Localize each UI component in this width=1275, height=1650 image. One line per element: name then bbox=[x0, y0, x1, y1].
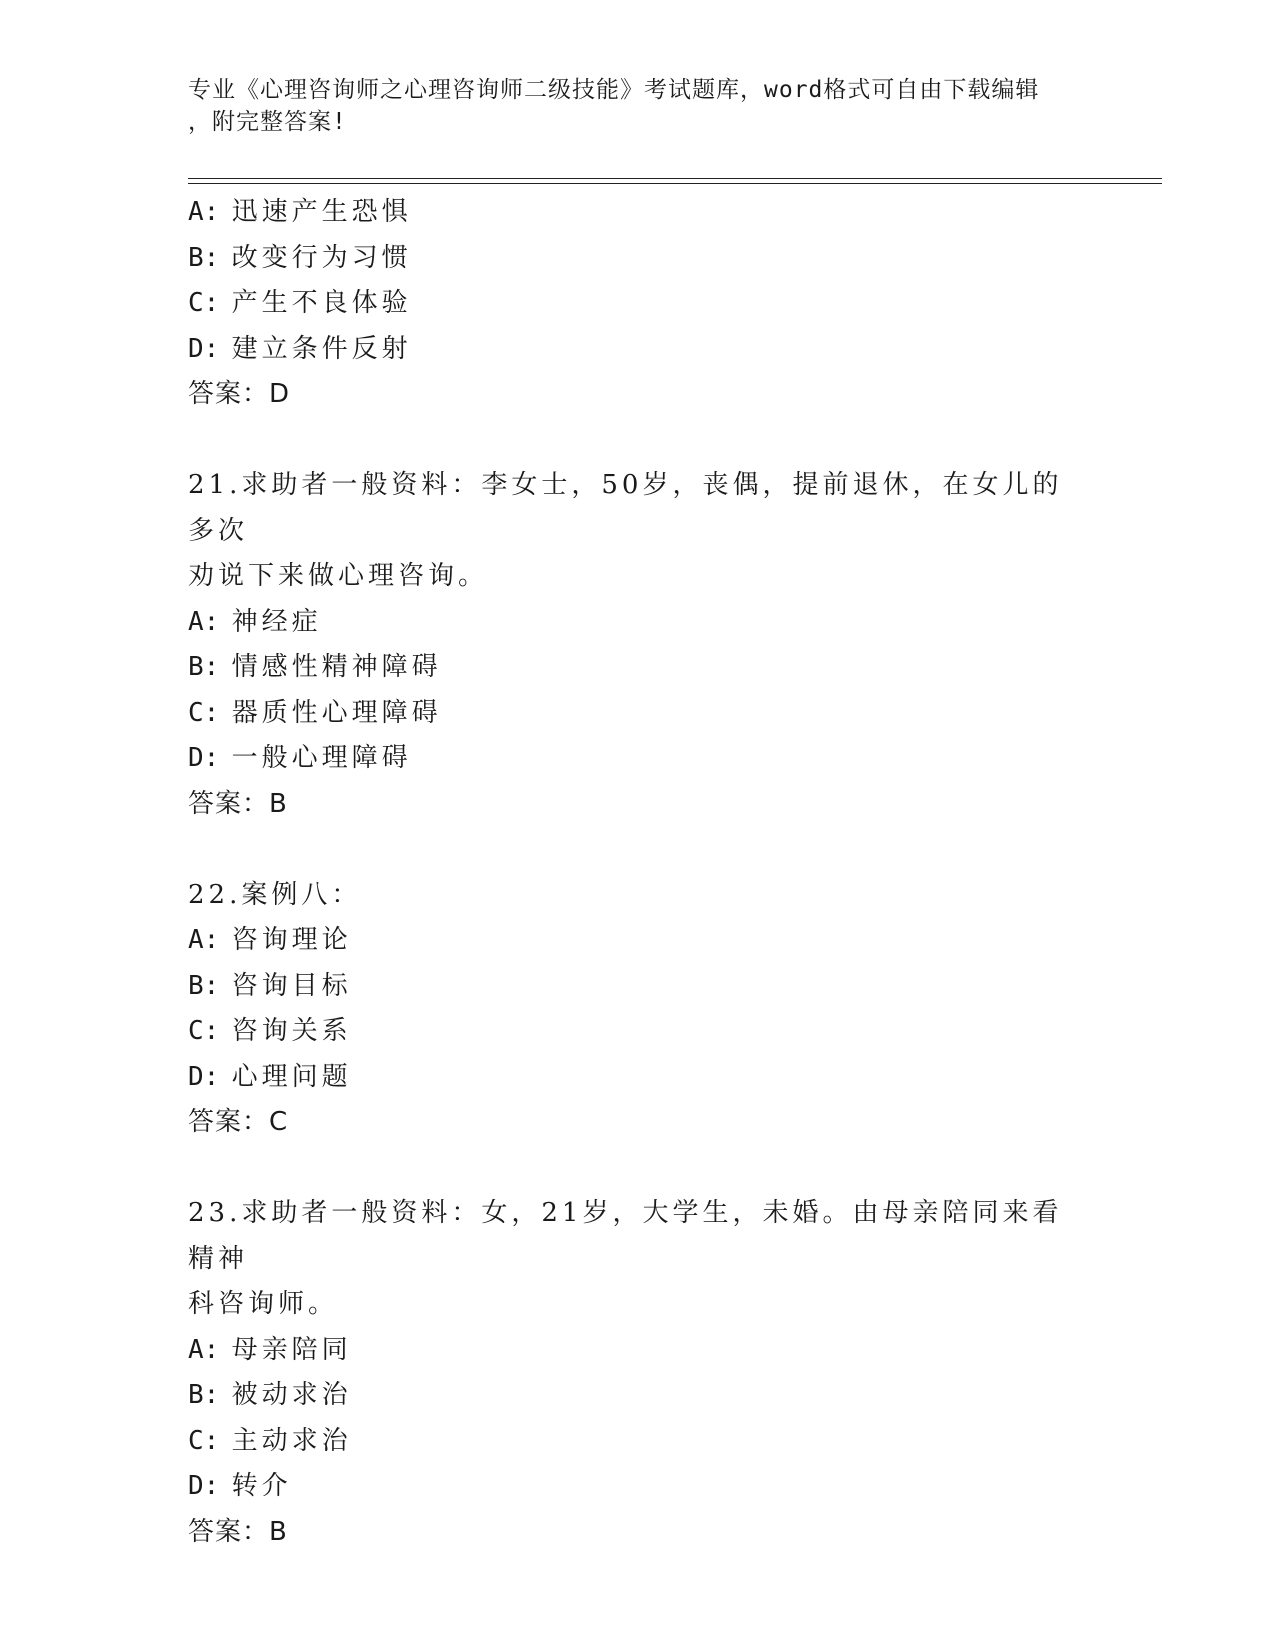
question-stem-line1: 求助者一般资料：李女士，50岁，丧偶，提前退休，在女儿的多次 bbox=[188, 470, 1063, 546]
option-text: 情感性精神障碍 bbox=[231, 652, 442, 682]
question-stem-line2: 科咨询师。 bbox=[188, 1289, 339, 1319]
option-key: A: bbox=[188, 606, 220, 637]
option-key: A: bbox=[188, 197, 220, 227]
option-key: D: bbox=[188, 333, 220, 364]
option-key: B: bbox=[188, 970, 220, 1001]
option-a bbox=[188, 190, 1088, 236]
question-list bbox=[188, 190, 1088, 1555]
question-stem-line1: 求助者一般资料：女，21岁，大学生，未婚。由母亲陪同来看精神 bbox=[188, 1198, 1063, 1274]
spacer bbox=[188, 1146, 1088, 1192]
option-text: 迅速产生恐惧 bbox=[231, 197, 412, 227]
option-key: D: bbox=[188, 1471, 220, 1501]
option-text: 一般心理障碍 bbox=[231, 743, 412, 773]
answer-line: 答案：D bbox=[188, 379, 291, 409]
header-divider bbox=[188, 178, 1162, 184]
option-key: C: bbox=[188, 1016, 220, 1046]
option-c bbox=[188, 281, 1088, 327]
option-text: 建立条件反射 bbox=[231, 333, 412, 364]
option-key: A: bbox=[188, 925, 220, 955]
question-number: 23. bbox=[188, 1198, 242, 1228]
option-b bbox=[188, 1373, 1088, 1419]
header-title-line2: ，附完整答案! bbox=[188, 109, 347, 135]
document-header bbox=[188, 74, 1108, 138]
option-key: C: bbox=[188, 288, 220, 318]
option-a bbox=[188, 1328, 1088, 1374]
option-text: 心理问题 bbox=[231, 1061, 352, 1092]
question-number: 21. bbox=[188, 470, 242, 500]
question-stem-line2: 劝说下来做心理咨询。 bbox=[188, 561, 489, 591]
option-d bbox=[188, 327, 1088, 373]
option-key: C: bbox=[188, 1425, 220, 1456]
option-key: C: bbox=[188, 697, 220, 728]
option-text: 转介 bbox=[231, 1471, 292, 1501]
option-b bbox=[188, 236, 1088, 282]
option-key: B: bbox=[188, 652, 220, 682]
option-d bbox=[188, 1464, 1088, 1510]
option-key: D: bbox=[188, 1061, 220, 1092]
question-number: 22. bbox=[188, 879, 242, 910]
option-key: D: bbox=[188, 743, 220, 773]
option-a bbox=[188, 918, 1088, 964]
question-block bbox=[188, 190, 1088, 418]
option-b bbox=[188, 645, 1088, 691]
question-block bbox=[188, 463, 1088, 827]
question-block bbox=[188, 1191, 1088, 1555]
option-text: 主动求治 bbox=[231, 1425, 352, 1456]
question-stem bbox=[188, 1191, 1068, 1328]
option-text: 咨询目标 bbox=[231, 970, 352, 1001]
option-b bbox=[188, 964, 1088, 1010]
option-text: 咨询关系 bbox=[231, 1016, 352, 1046]
option-text: 神经症 bbox=[231, 606, 322, 637]
option-c bbox=[188, 691, 1088, 737]
option-c bbox=[188, 1009, 1088, 1055]
spacer bbox=[188, 418, 1088, 464]
option-text: 产生不良体验 bbox=[231, 288, 412, 318]
question-stem bbox=[188, 873, 1068, 919]
spacer bbox=[188, 827, 1088, 873]
option-a bbox=[188, 600, 1088, 646]
option-text: 被动求治 bbox=[231, 1380, 352, 1410]
option-key: B: bbox=[188, 1380, 220, 1410]
option-d bbox=[188, 736, 1088, 782]
option-text: 咨询理论 bbox=[231, 925, 352, 955]
answer-line: 答案：C bbox=[188, 1107, 289, 1137]
answer-line: 答案：B bbox=[188, 1516, 288, 1547]
option-c bbox=[188, 1419, 1088, 1465]
header-title-line1: 专业《心理咨询师之心理咨询师二级技能》考试题库，word格式可自由下载编辑 bbox=[188, 77, 1040, 103]
option-key: A: bbox=[188, 1334, 220, 1365]
option-key: B: bbox=[188, 242, 220, 273]
option-d bbox=[188, 1055, 1088, 1101]
option-text: 改变行为习惯 bbox=[231, 242, 412, 273]
answer-line: 答案：B bbox=[188, 788, 288, 819]
question-stem-line1: 案例八： bbox=[241, 879, 362, 910]
option-text: 母亲陪同 bbox=[231, 1334, 352, 1365]
question-stem bbox=[188, 463, 1068, 600]
option-text: 器质性心理障碍 bbox=[231, 697, 442, 728]
question-block bbox=[188, 873, 1088, 1146]
